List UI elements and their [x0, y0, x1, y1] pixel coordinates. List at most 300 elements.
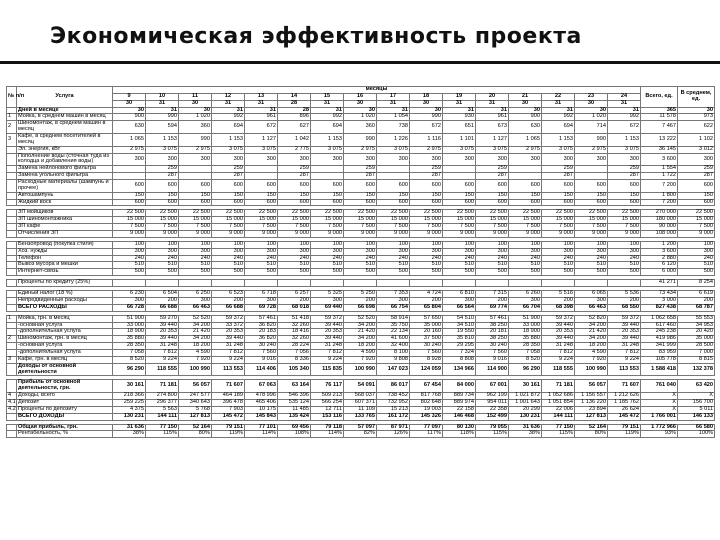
- value-cell: 6 260: [509, 291, 542, 298]
- value-cell: 22 500: [509, 210, 542, 217]
- value-cell: 510: [575, 262, 608, 269]
- value-cell: 134 966: [443, 363, 476, 376]
- row-name-cell: Пополнение воды (сточная туда из колодца и добавления воды): [17, 153, 113, 166]
- value-cell: [377, 166, 410, 173]
- row-name-cell: Автошампунь: [17, 192, 113, 199]
- value-cell: 150: [410, 192, 443, 199]
- value-cell: 992: [608, 114, 641, 121]
- row-name-cell: ЗП мойщиков: [17, 210, 113, 217]
- value-cell: 7 500: [575, 224, 608, 231]
- value-cell: 240: [278, 255, 311, 262]
- value-cell: 66 688: [146, 304, 179, 311]
- value-cell: 9 000: [311, 231, 344, 238]
- value-cell: 22 500: [608, 210, 641, 217]
- value-cell: [575, 166, 608, 173]
- header-total: Всего, ед.: [641, 87, 678, 108]
- average-cell: 7 500: [678, 224, 715, 231]
- value-cell: 31: [146, 107, 179, 114]
- value-cell: 296 377: [146, 399, 179, 406]
- value-cell: 130 231: [509, 413, 542, 420]
- value-cell: 15 213: [377, 406, 410, 413]
- average-cell: 100%: [678, 431, 715, 438]
- row-name-cell: ЗП кафе: [17, 224, 113, 231]
- value-cell: 500: [278, 269, 311, 276]
- row-name-cell: Вывоз мусора и мешки: [17, 262, 113, 269]
- value-cell: 31: [212, 107, 245, 114]
- total-cell: 761 040: [641, 380, 678, 393]
- value-cell: 7 500: [608, 224, 641, 231]
- month-number-cell: 9: [113, 93, 146, 100]
- value-cell: 240: [311, 255, 344, 262]
- value-cell: 66 704: [509, 304, 542, 311]
- value-cell: 300: [212, 153, 245, 166]
- value-cell: 240: [344, 255, 377, 262]
- value-cell: 15 000: [410, 217, 443, 224]
- value-cell: 100 990: [344, 363, 377, 376]
- value-cell: 113 553: [212, 363, 245, 376]
- month-days-cell: 31: [476, 100, 509, 107]
- value-cell: [608, 280, 641, 287]
- value-cell: 240: [212, 255, 245, 262]
- value-cell: 30 240: [410, 343, 443, 350]
- value-cell: 100: [146, 241, 179, 248]
- value-cell: 35 000: [410, 322, 443, 329]
- row-name-cell: Единый налог (18 %): [17, 291, 113, 298]
- value-cell: 4 724: [410, 291, 443, 298]
- header-months-label: месяцы: [113, 87, 641, 94]
- value-cell: [443, 166, 476, 173]
- value-cell: 2 975: [509, 146, 542, 153]
- value-cell: 35 880: [113, 336, 146, 343]
- value-cell: 6 257: [278, 291, 311, 298]
- average-cell: 8 254: [678, 280, 715, 287]
- value-cell: 20 299: [509, 406, 542, 413]
- value-cell: 30: [575, 107, 608, 114]
- value-cell: 510: [344, 262, 377, 269]
- value-cell: 961: [245, 114, 278, 121]
- row-name-cell: Рентабельность, %: [17, 431, 113, 438]
- table-row: [7, 121, 715, 134]
- value-cell: 8 336: [278, 356, 311, 363]
- value-cell: 300: [476, 153, 509, 166]
- value-cell: 300: [344, 248, 377, 255]
- value-cell: 2 975: [113, 146, 146, 153]
- row-name-cell: Отчисления ЗП: [17, 231, 113, 238]
- value-cell: 259 225: [113, 399, 146, 406]
- value-cell: 300: [212, 248, 245, 255]
- value-cell: 71 607: [608, 380, 641, 393]
- row-name-cell: Телефон: [17, 255, 113, 262]
- value-cell: 990: [146, 114, 179, 121]
- value-cell: 9 224: [608, 356, 641, 363]
- value-cell: 29 295: [443, 343, 476, 350]
- value-cell: 69 440: [311, 304, 344, 311]
- total-cell: 83 959: [641, 349, 678, 356]
- value-cell: 31 248: [608, 343, 641, 350]
- value-cell: 2 975: [575, 146, 608, 153]
- value-cell: 9 000: [278, 231, 311, 238]
- value-cell: [245, 166, 278, 173]
- average-cell: 300: [678, 153, 715, 166]
- value-cell: 150: [377, 192, 410, 199]
- value-cell: 7 920: [344, 356, 377, 363]
- value-cell: 15 000: [179, 217, 212, 224]
- month-number-cell: 21: [509, 93, 542, 100]
- value-cell: 889 734: [443, 393, 476, 400]
- total-cell: 341 999: [641, 343, 678, 350]
- row-name-cell: Эл. энергия, кВт: [17, 146, 113, 153]
- value-cell: 5 563: [146, 406, 179, 413]
- value-cell: 22 500: [410, 210, 443, 217]
- value-cell: 300: [245, 248, 278, 255]
- header-num: № п/п: [7, 87, 17, 108]
- title-bar: [0, 0, 720, 62]
- table-row: [7, 192, 715, 199]
- value-cell: 240: [245, 255, 278, 262]
- value-cell: 52 520: [179, 315, 212, 322]
- value-cell: 67 063: [245, 380, 278, 393]
- value-cell: 22 006: [542, 406, 575, 413]
- average-cell: 6 619: [678, 291, 715, 298]
- value-cell: 9 000: [377, 231, 410, 238]
- value-cell: 18 900: [509, 329, 542, 336]
- row-number-cell: [7, 304, 17, 311]
- value-cell: 11 109: [344, 406, 377, 413]
- total-cell: 3 000: [641, 297, 678, 304]
- average-cell: 259: [678, 166, 715, 173]
- value-cell: 600: [113, 180, 146, 193]
- value-cell: 9 000: [344, 231, 377, 238]
- month-number-cell: 20: [476, 93, 509, 100]
- value-cell: 300: [608, 248, 641, 255]
- row-number-cell: [7, 262, 17, 269]
- value-cell: 247 577: [179, 393, 212, 400]
- value-cell: 100: [311, 241, 344, 248]
- value-cell: 9 000: [443, 231, 476, 238]
- value-cell: 66 463: [179, 304, 212, 311]
- value-cell: 30 161: [113, 380, 146, 393]
- row-name-cell: Депозит: [17, 399, 113, 406]
- table-row: [7, 280, 715, 287]
- value-cell: 86 017: [377, 380, 410, 393]
- value-cell: 150: [443, 192, 476, 199]
- value-cell: 153 116: [311, 413, 344, 420]
- value-cell: 240: [146, 255, 179, 262]
- value-cell: 39 440: [608, 322, 641, 329]
- value-cell: 9 000: [179, 231, 212, 238]
- value-cell: 52 164: [575, 424, 608, 431]
- value-cell: [311, 173, 344, 180]
- value-cell: 300: [278, 153, 311, 166]
- value-cell: 100: [278, 241, 311, 248]
- value-cell: 287: [344, 173, 377, 180]
- value-cell: 145 472: [608, 413, 641, 420]
- value-cell: 115%: [542, 431, 575, 438]
- value-cell: 39 440: [146, 322, 179, 329]
- row-number-cell: [7, 217, 17, 224]
- row-number-cell: [7, 192, 17, 199]
- average-cell: 156 700: [678, 399, 715, 406]
- value-cell: 21 420: [575, 329, 608, 336]
- value-cell: 7 324: [443, 349, 476, 356]
- value-cell: 31 248: [212, 343, 245, 350]
- value-cell: 300: [443, 248, 476, 255]
- row-name-cell: Интернет-связь: [17, 269, 113, 276]
- value-cell: 651: [443, 121, 476, 134]
- month-days-cell: 30: [113, 100, 146, 107]
- value-cell: 3 075: [476, 146, 509, 153]
- value-cell: 259: [344, 166, 377, 173]
- row-name-cell: Кафе, грн. в месяц: [17, 356, 113, 363]
- value-cell: 6 065: [575, 291, 608, 298]
- value-cell: 39 440: [146, 336, 179, 343]
- average-cell: 7 000: [678, 349, 715, 356]
- value-cell: [575, 280, 608, 287]
- row-number-cell: [7, 424, 17, 431]
- value-cell: 510: [245, 262, 278, 269]
- row-number-cell: [7, 280, 17, 287]
- value-cell: 300: [344, 153, 377, 166]
- month-days-cell: 31: [542, 100, 575, 107]
- row-number-cell: [7, 269, 17, 276]
- value-cell: 7 500: [377, 224, 410, 231]
- value-cell: 23 894: [575, 406, 608, 413]
- value-cell: 31 248: [146, 343, 179, 350]
- page-title: Экономическая эффективность проекта: [50, 24, 582, 49]
- value-cell: 71 181: [146, 380, 179, 393]
- value-cell: 31: [542, 107, 575, 114]
- total-cell: 1 722: [641, 173, 678, 180]
- value-cell: 4 590: [575, 349, 608, 356]
- value-cell: 114%: [245, 431, 278, 438]
- table-row: [7, 199, 715, 206]
- row-name-cell: Шиномонтаж, в среднем машин в месяц: [17, 121, 113, 134]
- value-cell: 1 127: [245, 134, 278, 147]
- value-cell: 21 420: [179, 329, 212, 336]
- row-number-cell: [7, 343, 17, 350]
- table-row: [7, 180, 715, 193]
- value-cell: 150: [311, 192, 344, 199]
- value-cell: 300: [146, 248, 179, 255]
- table-row: [7, 315, 715, 322]
- value-cell: [113, 166, 146, 173]
- value-cell: 100: [608, 241, 641, 248]
- value-cell: 510: [443, 262, 476, 269]
- value-cell: 5 516: [542, 291, 575, 298]
- value-cell: 7 353: [377, 291, 410, 298]
- value-cell: 990: [575, 134, 608, 147]
- total-cell: 365: [641, 107, 678, 114]
- value-cell: 7 500: [311, 224, 344, 231]
- total-cell: X: [641, 406, 678, 413]
- total-cell: 6 000: [641, 269, 678, 276]
- value-cell: 259: [410, 166, 443, 173]
- value-cell: 600: [278, 180, 311, 193]
- table-row: [7, 231, 715, 238]
- value-cell: 31: [245, 107, 278, 114]
- value-cell: 7 812: [212, 349, 245, 356]
- value-cell: 9 808: [377, 356, 410, 363]
- month-number-cell: 23: [575, 93, 608, 100]
- value-cell: 32 260: [278, 336, 311, 343]
- value-cell: 600: [476, 199, 509, 206]
- value-cell: 79 118: [311, 424, 344, 431]
- value-cell: 510: [476, 262, 509, 269]
- average-cell: 240: [678, 255, 715, 262]
- value-cell: 7 812: [146, 349, 179, 356]
- value-cell: 28 350: [509, 343, 542, 350]
- row-name-cell: ВСЕГО ДОХОДЫ: [17, 413, 113, 420]
- value-cell: 30 161: [509, 380, 542, 393]
- row-number-cell: 4.1: [8, 398, 16, 405]
- value-cell: 51 900: [509, 315, 542, 322]
- table-row: [7, 269, 715, 276]
- value-cell: 287: [542, 173, 575, 180]
- value-cell: 66 688: [212, 304, 245, 311]
- value-cell: 300: [113, 248, 146, 255]
- value-cell: 732 952: [377, 399, 410, 406]
- value-cell: 1 153: [146, 134, 179, 147]
- value-cell: 500: [212, 269, 245, 276]
- average-cell: 100: [678, 241, 715, 248]
- value-cell: 817 768: [410, 393, 443, 400]
- value-cell: 150: [608, 192, 641, 199]
- spreadsheet: [6, 86, 714, 540]
- value-cell: 500: [113, 269, 146, 276]
- value-cell: 240: [443, 255, 476, 262]
- value-cell: 300: [146, 153, 179, 166]
- value-cell: 287: [278, 173, 311, 180]
- total-cell: 36 145: [641, 146, 678, 153]
- table-row: [7, 424, 715, 431]
- value-cell: 100: [410, 241, 443, 248]
- value-cell: 34 510: [443, 322, 476, 329]
- value-cell: 9 000: [575, 231, 608, 238]
- value-cell: 7 903: [212, 406, 245, 413]
- row-number-cell: 1: [7, 315, 17, 322]
- value-cell: 1 136 220: [575, 399, 608, 406]
- value-cell: 7 500: [344, 224, 377, 231]
- value-cell: 300: [245, 153, 278, 166]
- value-cell: 200: [344, 297, 377, 304]
- value-cell: 1 226: [377, 134, 410, 147]
- row-number-cell: [7, 180, 17, 193]
- value-cell: 8 808: [443, 356, 476, 363]
- value-cell: 1 156 557: [575, 393, 608, 400]
- value-cell: 22 500: [476, 210, 509, 217]
- value-cell: 600: [212, 180, 245, 193]
- value-cell: 7 500: [245, 224, 278, 231]
- average-cell: 622: [678, 121, 715, 134]
- value-cell: 510: [377, 262, 410, 269]
- average-cell: 600: [678, 199, 715, 206]
- value-cell: 82%: [344, 431, 377, 438]
- value-cell: 2 975: [179, 146, 212, 153]
- value-cell: 15 000: [377, 217, 410, 224]
- value-cell: 360: [179, 121, 212, 134]
- value-cell: 1 065: [113, 134, 146, 147]
- value-cell: 32 400: [377, 343, 410, 350]
- value-cell: 9 016: [476, 356, 509, 363]
- value-cell: 510: [113, 262, 146, 269]
- row-name-cell: Проценты по депозиту: [17, 406, 113, 413]
- value-cell: 118 555: [542, 363, 575, 376]
- value-cell: 738: [377, 121, 410, 134]
- value-cell: 6 250: [179, 291, 212, 298]
- average-cell: 5 011: [678, 406, 715, 413]
- value-cell: 67 001: [476, 380, 509, 393]
- value-cell: 600: [608, 180, 641, 193]
- value-cell: 1 065: [509, 134, 542, 147]
- value-cell: 600: [377, 199, 410, 206]
- value-cell: 478 996: [245, 393, 278, 400]
- month-days-cell: 31: [608, 100, 641, 107]
- value-cell: 259: [212, 166, 245, 173]
- average-cell: 500: [678, 269, 715, 276]
- value-cell: 500: [245, 269, 278, 276]
- value-cell: 34 200: [179, 322, 212, 329]
- value-cell: 39 440: [608, 336, 641, 343]
- row-name-cell: Хоз. нужды: [17, 248, 113, 255]
- row-name-cell: Мойка, грн. в месяц: [17, 315, 113, 322]
- value-cell: 51 900: [113, 315, 146, 322]
- value-cell: 57 461: [245, 315, 278, 322]
- value-cell: 992: [212, 114, 245, 121]
- value-cell: 287: [476, 173, 509, 180]
- value-cell: 300: [377, 297, 410, 304]
- value-cell: 30: [113, 107, 146, 114]
- value-cell: 600: [509, 180, 542, 193]
- value-cell: 9 224: [212, 356, 245, 363]
- value-cell: 7 560: [476, 349, 509, 356]
- value-cell: 147 023: [377, 363, 410, 376]
- value-cell: 300: [608, 153, 641, 166]
- row-number-cell: [7, 413, 17, 420]
- value-cell: 1 127: [476, 134, 509, 147]
- value-cell: 115%: [476, 431, 509, 438]
- value-cell: 77 150: [146, 424, 179, 431]
- value-cell: 300: [542, 153, 575, 166]
- value-cell: 65 804: [410, 304, 443, 311]
- value-cell: [377, 173, 410, 180]
- total-cell: 1 766 001: [641, 413, 678, 420]
- average-cell: 22 500: [678, 210, 715, 217]
- value-cell: 568 037: [344, 393, 377, 400]
- value-cell: [443, 173, 476, 180]
- value-cell: 59 270: [146, 315, 179, 322]
- table-row: [7, 153, 715, 166]
- value-cell: 38 250: [476, 336, 509, 343]
- value-cell: 7 812: [311, 349, 344, 356]
- month-number-cell: 11: [179, 93, 212, 100]
- value-cell: 15 000: [542, 217, 575, 224]
- value-cell: 287: [146, 173, 179, 180]
- month-days-cell: 30: [179, 100, 212, 107]
- month-number-cell: 13: [245, 93, 278, 100]
- row-number-cell: [7, 431, 17, 438]
- total-cell: 7 467: [641, 121, 678, 134]
- value-cell: 100: [476, 241, 509, 248]
- value-cell: 150: [212, 192, 245, 199]
- value-cell: 7 560: [245, 349, 278, 356]
- value-cell: 3 075: [146, 146, 179, 153]
- value-cell: 15 000: [212, 217, 245, 224]
- value-cell: 18 200: [344, 343, 377, 350]
- value-cell: 694: [311, 121, 344, 134]
- table-row: [7, 363, 715, 376]
- value-cell: 22 500: [113, 210, 146, 217]
- value-cell: 8 928: [410, 356, 443, 363]
